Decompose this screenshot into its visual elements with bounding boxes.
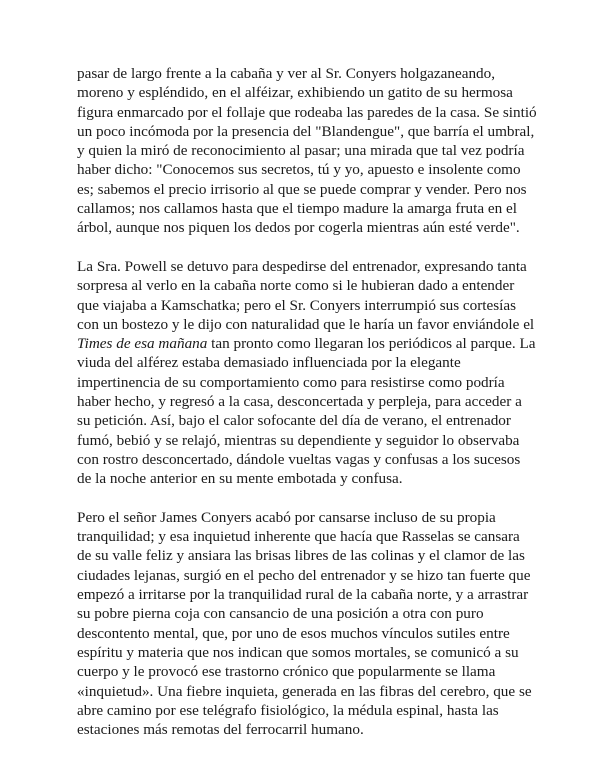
paragraph-2-text-before: La Sra. Powell se detuvo para despedirse del entrenador, expresando tanta sorpresa al verlo en la cabaña norte como si le hubieran dado a entender que viajaba a Kamschatka; pero el Sr. Conyers interrumpió sus cortesías con un bostezo y le dijo con naturalidad que le haría un favor enviándole el: [77, 257, 535, 333]
paragraph-2-text-after: tan pronto como llegaran los periódicos al parque. La viuda del alférez estaba demasiado influenciada por la elegante impertinencia de su comportamiento como para resistirse como podría haber hecho, y regresó a la casa, desconcertada y perpleja, para acceder a su petición. Así, bajo el calor sofocante del día de verano, el entrenador fumó, bebió y se relajó, mientras su dependiente y seguidor lo observaba con rostro desconcertado, dándole vueltas vagas y confusas a los sucesos de la noche anterior en su mente embotada y confusa.: [77, 335, 536, 488]
paragraph-3: Pero el señor James Conyers acabó por cansarse incluso de su propia tranquilidad; y esa inquietud inherente que hacía que Rasselas se cansara de su valle feliz y ansiara las brisas libres de las colinas y el clamor de las ciudades lejanas, surgió en el pecho del entrenador y se hizo tan fuerte que empezó a irritarse por la tranquilidad rural de la cabaña norte, y a arrastrar su pobre pierna coja con cansancio de una posición a otra con puro descontento mental, que, por uno de esos muchos vínculos sutiles entre espíritu y materia que nos indican que somos mortales, se comunicó a su cuerpo y le provocó ese trastorno crónico que popularmente se llama «inquietud». Una fiebre inquieta, generada en las fibras del cerebro, que se abre camino por ese telégrafo fisiológico, la médula espinal, hasta las estaciones más remotas del ferrocarril humano.: [77, 508, 532, 739]
paragraph-1: pasar de largo frente a la cabaña y ver al Sr. Conyers holgazaneando, moreno y espléndido, en el alféizar, exhibiendo un gatito de su hermosa figura enmarcado por el follaje que rodeaba las paredes de la casa. Se sintió un poco incómoda por la presencia del "Blandengue", que barría el umbral, y quien la miró de reconocimiento al pasar; una mirada que tal vez podría haber dicho: "Conocemos sus secretos, tú y yo, apuesto e insolente como es; sabemos el precio irrisorio al que se puede comprar y vender. Pero nos callamos; nos callamos hasta que el tiempo madure la amarga fruta en el árbol, aunque nos piquen los dedos por cogerla mientras aún esté verde".: [77, 65, 537, 237]
document-page: [77, 64, 537, 759]
newspaper-title: Times de esa mañana: [77, 335, 208, 353]
paragraph-2: [77, 257, 537, 489]
